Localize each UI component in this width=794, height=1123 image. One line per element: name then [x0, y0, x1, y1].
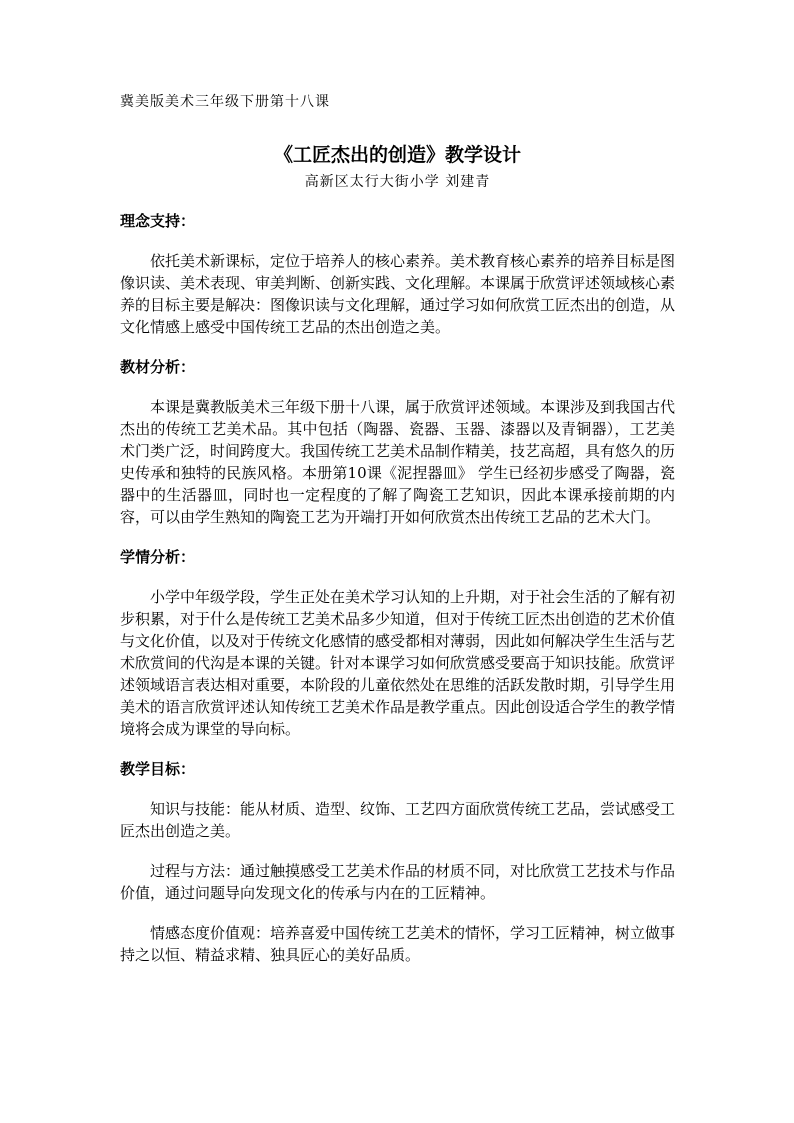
document-page — [120, 92, 675, 984]
author-line: 高新区太行大街小学 刘建青 — [304, 174, 491, 190]
section-material — [120, 356, 675, 528]
section-heading-goals: 教学目标： — [120, 760, 196, 778]
section-students — [120, 546, 675, 740]
section-goals — [120, 758, 675, 966]
paragraph-goals-emotion: 情感态度价值观：培养喜爱中国传统工艺美术的情怀，学习工匠精神，树立做事持之以恒、精益求精、独具匠心的美好品质。 — [120, 924, 676, 964]
paragraph-goals-process: 过程与方法：通过触摸感受工艺美术作品的材质不同，对比欣赏工艺技术与作品价值，通过问题导向发现文化的传承与内在的工匠精神。 — [120, 862, 676, 902]
course-series-line: 冀美版美术三年级下册第十八课 — [120, 94, 330, 110]
paragraph-material: 本课是冀教版美术三年级下册十八课，属于欣赏评述领域。本课涉及到我国古代杰出的传统工艺美术品。其中包括（陶器、瓷器、玉器、漆器以及青铜器），工艺美术门类广泛，时间跨度大。我国传统工艺美术品制作精美，技艺高超，具有悠久的历史传承和独特的民族风格。本册第10课《泥捏器皿》 学生已经初步感受了陶器，瓷器中的生活器皿，同时也一定程度的了解了陶瓷工艺知识，因此本课承接前期的内容，可以由学生熟知的陶瓷工艺为开端打开如何欣赏杰出传统工艺品的艺术大门。 — [120, 398, 676, 526]
section-concept — [120, 210, 675, 338]
paragraph-goals-knowledge: 知识与技能：能从材质、造型、纹饰、工艺四方面欣赏传统工艺品，尝试感受工匠杰出创造之美。 — [120, 800, 676, 840]
document-title: 《工匠杰出的创造》教学设计 — [273, 144, 521, 166]
section-heading-students: 学情分析： — [120, 548, 196, 566]
section-heading-concept: 理念支持： — [120, 212, 196, 230]
paragraph-concept: 依托美术新课标，定位于培养人的核心素养。美术教育核心素养的培养目标是图像识读、美术表现、审美判断、创新实践、文化理解。本课属于欣赏评述领域核心素养的目标主要是解决：图像识读与文化理解，通过学习如何欣赏工匠杰出的创造，从文化情感上感受中国传统工艺品的杰出创造之美。 — [120, 252, 676, 336]
section-heading-material: 教材分析： — [120, 358, 196, 376]
paragraph-students: 小学中年级学段，学生正处在美术学习认知的上升期，对于社会生活的了解有初步积累，对于什么是传统工艺美术品多少知道，但对于传统工匠杰出创造的艺术价值与文化价值，以及对于传统文化感情的感受都相对薄弱，因此如何解决学生生活与艺术欣赏间的代沟是本课的关键。针对本课学习如何欣赏感受要高于知识技能。欣赏评述领域语言表达相对重要，本阶段的儿童依然处在思维的活跃发散时期，引导学生用美术的语言欣赏评述认知传统工艺美术作品是教学重点。因此创设适合学生的教学情境将会成为课堂的导向标。 — [120, 588, 676, 738]
